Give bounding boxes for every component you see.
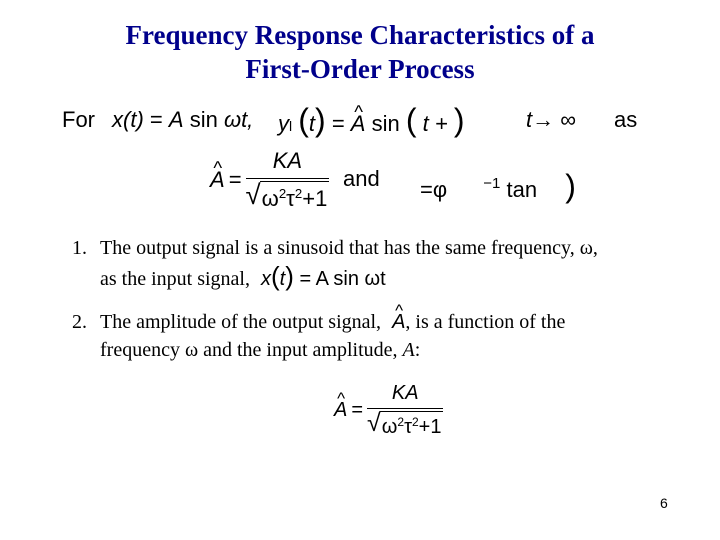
x-of-t: x(t) (112, 107, 144, 132)
y-subscript: l (289, 118, 293, 134)
sqrt-denominator (246, 179, 330, 214)
item-1-line-2-text: as the input signal, (100, 268, 250, 290)
a-hat: ^ A (351, 104, 366, 144)
sin-function: sin (189, 107, 218, 132)
item-2-line-1 (100, 310, 565, 334)
x-symbol: x (260, 268, 271, 290)
tau-symbol: τ (286, 186, 295, 211)
left-paren: ( (298, 102, 309, 138)
right-paren-3: ) (565, 168, 576, 204)
item-number-1: 1. (72, 237, 87, 259)
equals-sign-4: = (420, 177, 433, 202)
tau-exponent: 2 (294, 186, 303, 202)
right-paren: ) (315, 102, 326, 138)
item-number-2: 2. (72, 311, 87, 333)
item-2-line-1-start: The amplitude of the output signal, (100, 311, 382, 333)
t-inline: t (279, 268, 286, 290)
amplitude-a: A (168, 107, 184, 132)
t-plus: t + (422, 111, 448, 136)
omega-exponent: 2 (278, 186, 287, 202)
as-word: as (614, 107, 638, 132)
amplitude-ratio-formula (210, 146, 329, 214)
numerator-ka: KA (272, 148, 303, 173)
equals-sign: = (149, 107, 163, 132)
item-2-line-1-end: , is a function of the (405, 311, 566, 333)
item-1-line-1: The output signal is a sinusoid that has the same frequency, ω, (100, 237, 598, 259)
tan-function: tan (506, 177, 538, 202)
title-line-1: Frequency Response Characteristics of a (125, 20, 595, 50)
radical-sign-icon: √ (245, 179, 261, 210)
bottom-tau-exp: 2 (411, 414, 419, 429)
inline-rest: = A sin ωt (299, 268, 386, 290)
a-hat-2: ^ A (210, 165, 225, 195)
plus-one: +1 (302, 186, 328, 211)
item-2-line-2-a: A (402, 339, 415, 361)
item-1-line-2 (100, 261, 386, 291)
omega-symbol: ω (261, 186, 279, 211)
input-signal-expression (112, 100, 253, 140)
item-2-line-2-start: frequency ω and the input amplitude, (100, 339, 398, 361)
phi-symbol: φ (432, 177, 448, 202)
slide-title (0, 18, 720, 86)
left-paren-2: ( (405, 102, 417, 138)
and-word: and (343, 166, 380, 191)
amplitude-fraction (246, 146, 330, 214)
y-symbol: y (278, 111, 289, 136)
equals-sign-5: = (351, 399, 364, 421)
bottom-sqrt (367, 409, 443, 440)
bottom-numerator: KA (391, 382, 419, 404)
rparen-inline: ) (285, 261, 294, 291)
right-paren-2: ) (453, 102, 465, 138)
bottom-omega: ω (381, 416, 398, 438)
for-word: For (62, 107, 95, 132)
bottom-radicand (380, 411, 444, 440)
t-limit: t (526, 107, 533, 132)
radical-sign-icon: √ (367, 409, 381, 437)
lparen-inline: ( (270, 261, 280, 291)
bottom-omega-exp: 2 (397, 414, 405, 429)
page-number: 6 (660, 495, 668, 511)
equals-sign-2: = (331, 111, 345, 136)
phase-angle-formula (420, 166, 576, 206)
sin-function-2: sin (371, 111, 400, 136)
bottom-amplitude-formula (334, 380, 443, 440)
limit-expression (526, 100, 576, 140)
item-2-line-2 (100, 338, 420, 362)
t-symbol: t (308, 111, 316, 136)
output-signal-expression (278, 100, 465, 146)
a-hat-3: ^ A (334, 397, 347, 423)
input-signal-inline (260, 261, 386, 291)
bottom-fraction (367, 380, 443, 440)
bottom-tau: τ (404, 416, 412, 438)
title-line-2: First-Order Process (245, 54, 475, 84)
arrow-infinity: → ∞ (532, 107, 576, 132)
item-2-line-2-end: : (414, 339, 421, 361)
a-hat-inline: ^ A (392, 310, 405, 334)
equals-sign-3: = (228, 167, 242, 192)
radicand (260, 181, 330, 214)
inverse-exponent: −1 (483, 175, 501, 192)
omega-t: ωt, (223, 107, 254, 132)
bottom-plus-one: +1 (418, 416, 442, 438)
